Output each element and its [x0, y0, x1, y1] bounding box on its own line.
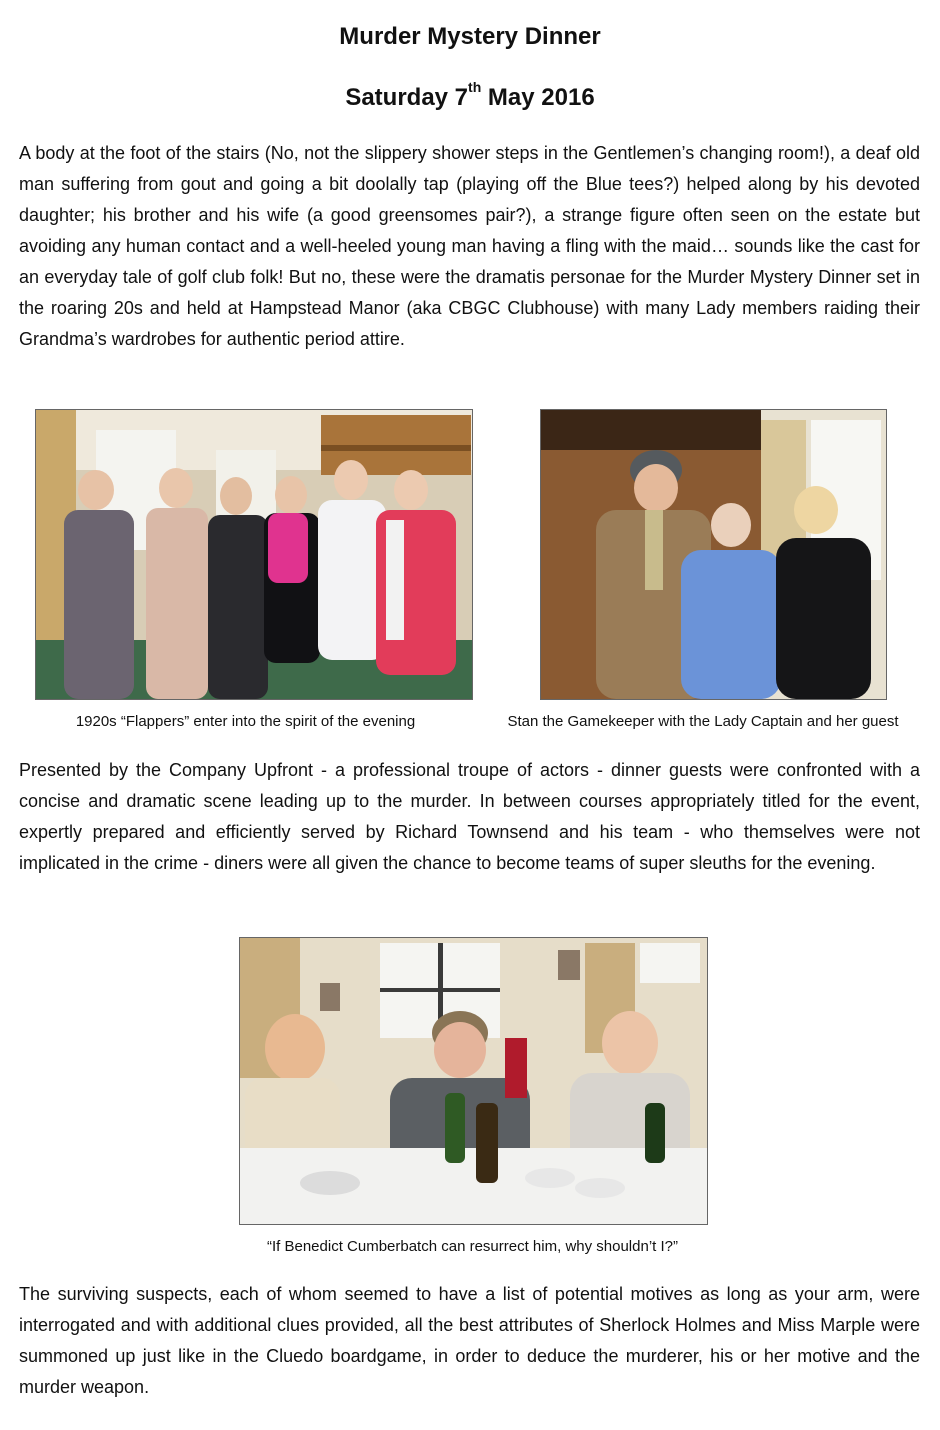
date-ordinal: th	[468, 79, 482, 95]
date-day: Saturday 7	[345, 84, 469, 111]
document-title: Murder Mystery Dinner	[339, 23, 601, 50]
conclusion-paragraph: The surviving suspects, each of whom seemed to have a list of potential motives as long as your arm, were interrogated and with additional clues provided, all the best attributes of Sherlock Holmes and Miss Marple were summoned up just like in the Cluedo boardgame, in order to deduce the murderer, his or her motive and the murder weapon.	[19, 1284, 920, 1397]
intro-paragraph: A body at the foot of the stairs (No, not the slippery shower steps in the Gentlemen’s changing room!), a deaf old man suffering from gout and going a bit doolally tap (playing off the Blue tees?) helped along by his devoted daughter; his brother and his wife (a good greensomes pair?), a strange figure often seen on the estate but avoiding any human contact and a well-heeled young man having a fling with the maid… sounds like the cast for an everyday tale of golf club folk! But no, these were the dramatis personae for the Murder Mystery Dinner set in the roaring 20s and held at Hampstead Manor (aka CBGC Clubhouse) with many Lady members raiding their Grandma’s wardrobes for authentic period attire.	[19, 143, 920, 349]
date-month-year: May 2016	[481, 84, 595, 111]
dinner-caption: “If Benedict Cumberbatch can resurrect him, why shouldn’t I?”	[266, 1238, 678, 1255]
flappers-caption: 1920s “Flappers” enter into the spirit of the evening	[75, 713, 416, 730]
gamekeeper-caption: Stan the Gamekeeper with the Lady Captain and her guest	[507, 713, 899, 730]
dinner-table-photo	[239, 937, 708, 1225]
gamekeeper-photo	[540, 409, 887, 700]
presentation-paragraph: Presented by the Company Upfront - a professional troupe of actors - dinner guests were confronted with a concise and dramatic scene leading up to the murder. In between courses appropriately titled for the event, expertly prepared and efficiently served by Richard Townsend and his team - who themselves were not implicated in the crime - diners were all given the chance to become teams of super sleuths for the evening.	[19, 760, 920, 873]
event-date	[0, 79, 940, 113]
flappers-photo	[35, 409, 473, 700]
